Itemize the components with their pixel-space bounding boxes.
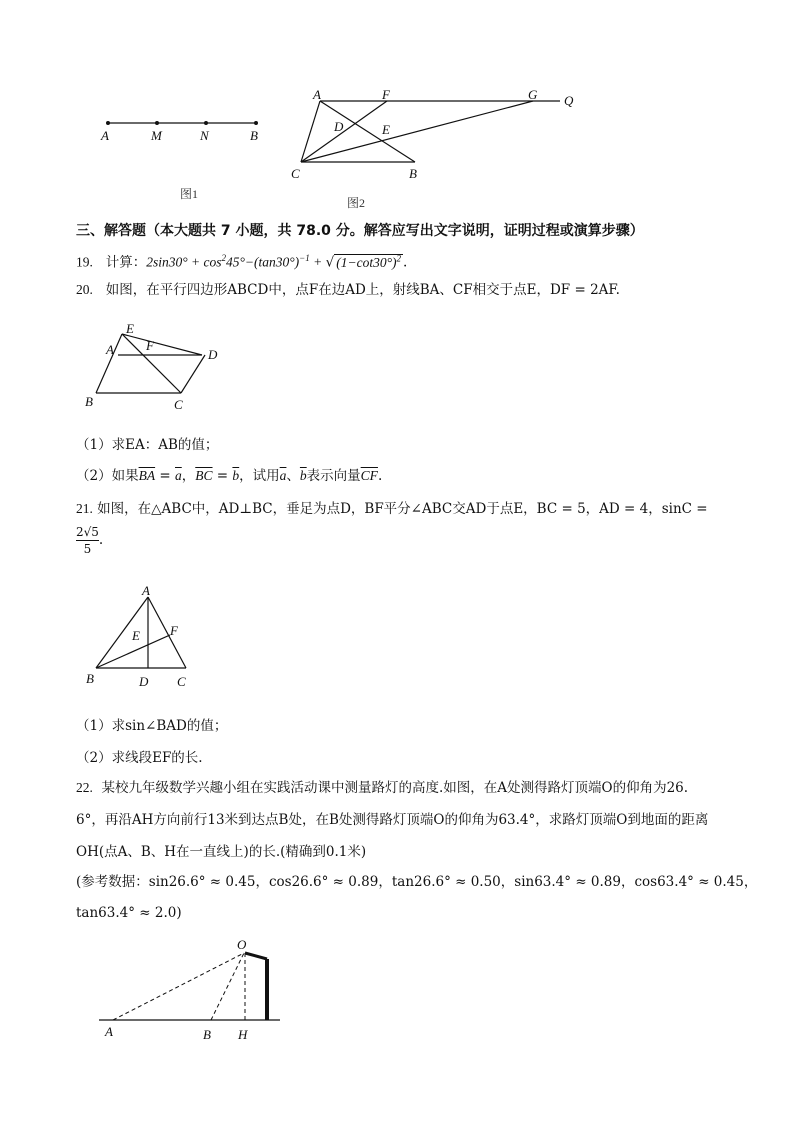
figure-q21 [82,580,212,695]
point-label-D: D [139,674,149,689]
point-label-E: E [126,321,134,336]
point-label-B: B [409,166,417,181]
figure-1-caption: 图1 [180,187,199,201]
question-20: 20. 如图，在平行四边形ABCD中，点F在边AD上，射线BA、CF相交于点E，DF = 2AF. [76,282,620,298]
point-label-B: B [85,394,93,409]
point-label-A: A [142,583,150,598]
point-label-E: E [382,122,390,137]
point-label-B: B [203,1027,211,1042]
point-label-N: N [200,128,209,143]
reference-data-line-1: (参考数据：sin26.6° ≈ 0.45，cos26.6° ≈ 0.89，tan26.6° ≈ 0.50，sin63.4° ≈ 0.89，cos63.4° ≈ 0.45， [76,874,758,890]
point-label-C: C [174,397,183,412]
figure-q22 [95,935,295,1045]
question-number: 19. [76,254,93,270]
point-label-D: D [334,119,344,134]
point-label-F: F [382,87,390,102]
question-21-fraction: $\frac{2√5}{5}$ . [76,525,104,556]
point-label-B: B [86,671,94,686]
figure-1 [96,110,276,210]
point-label-A: A [101,128,109,143]
point-label-D: D [208,347,218,362]
point-label-F: F [146,338,154,353]
point-label-B: B [250,128,258,143]
point-label-G: G [528,87,538,102]
question-20-part-2: （2）如果$\overline{BA} = \overline{a}$，$\overline{BC} = \overline{b}$，试用$\overline{a}$、$\overline{b}$表示向量$\overline{CF}$. [76,468,383,484]
figure-q20 [80,318,240,418]
question-21-part-1: （1）求sin∠BAD的值； [76,718,228,734]
point-label-M: M [151,128,162,143]
point-label-E: E [132,628,140,643]
point-label-A: A [313,87,321,102]
question-22-line-1: 22. 某校九年级数学兴趣小组在实践活动课中测量路灯的高度.如图，在A处测得路灯顶端O的仰角为26. [76,780,689,796]
point-label-O: O [237,937,247,952]
point-label-F: F [170,623,178,638]
reference-data-line-2: tan63.4° ≈ 2.0) [76,905,182,921]
point-label-H: H [238,1027,248,1042]
question-21-part-2: （2）求线段EF的长. [76,750,203,766]
point-label-C: C [177,674,186,689]
question-number: 21. [76,501,93,516]
section-heading: 三、解答题（本大题共 7 小题，共 78.0 分。解答应写出文字说明，证明过程或演算步骤） [76,223,644,239]
question-number: 20. [76,282,93,297]
figure-2 [285,85,585,215]
point-label-Q: Q [564,93,574,108]
question-19: 19. 计算：$2\sin 30^\circ + \cos^245^\circ-(\tan 30^\circ)^{-1}$ + √ $(1-\cot 30^\circ)^2$ . [76,253,408,271]
question-20-part-1: （1）求EA：AB的值； [76,437,219,453]
question-21: 21. 如图，在△ABC中，AD⊥BC，垂足为点D，BF平分∠ABC交AD于点E，BC = 5，AD = 4，sinC = [76,501,708,517]
point-label-C: C [291,166,300,181]
question-22-line-2: 6°，再沿AH方向前行13米到达点B处，在B处测得路灯顶端O的仰角为63.4°，求路灯顶端O到地面的距离 [76,812,709,828]
question-number: 22. [76,780,93,795]
question-22-line-3: OH(点A、B、H在一直线上)的长.(精确到0.1米) [76,844,367,860]
point-label-A: A [106,342,114,357]
point-label-A: A [105,1024,113,1039]
figure-2-caption: 图2 [347,196,366,210]
